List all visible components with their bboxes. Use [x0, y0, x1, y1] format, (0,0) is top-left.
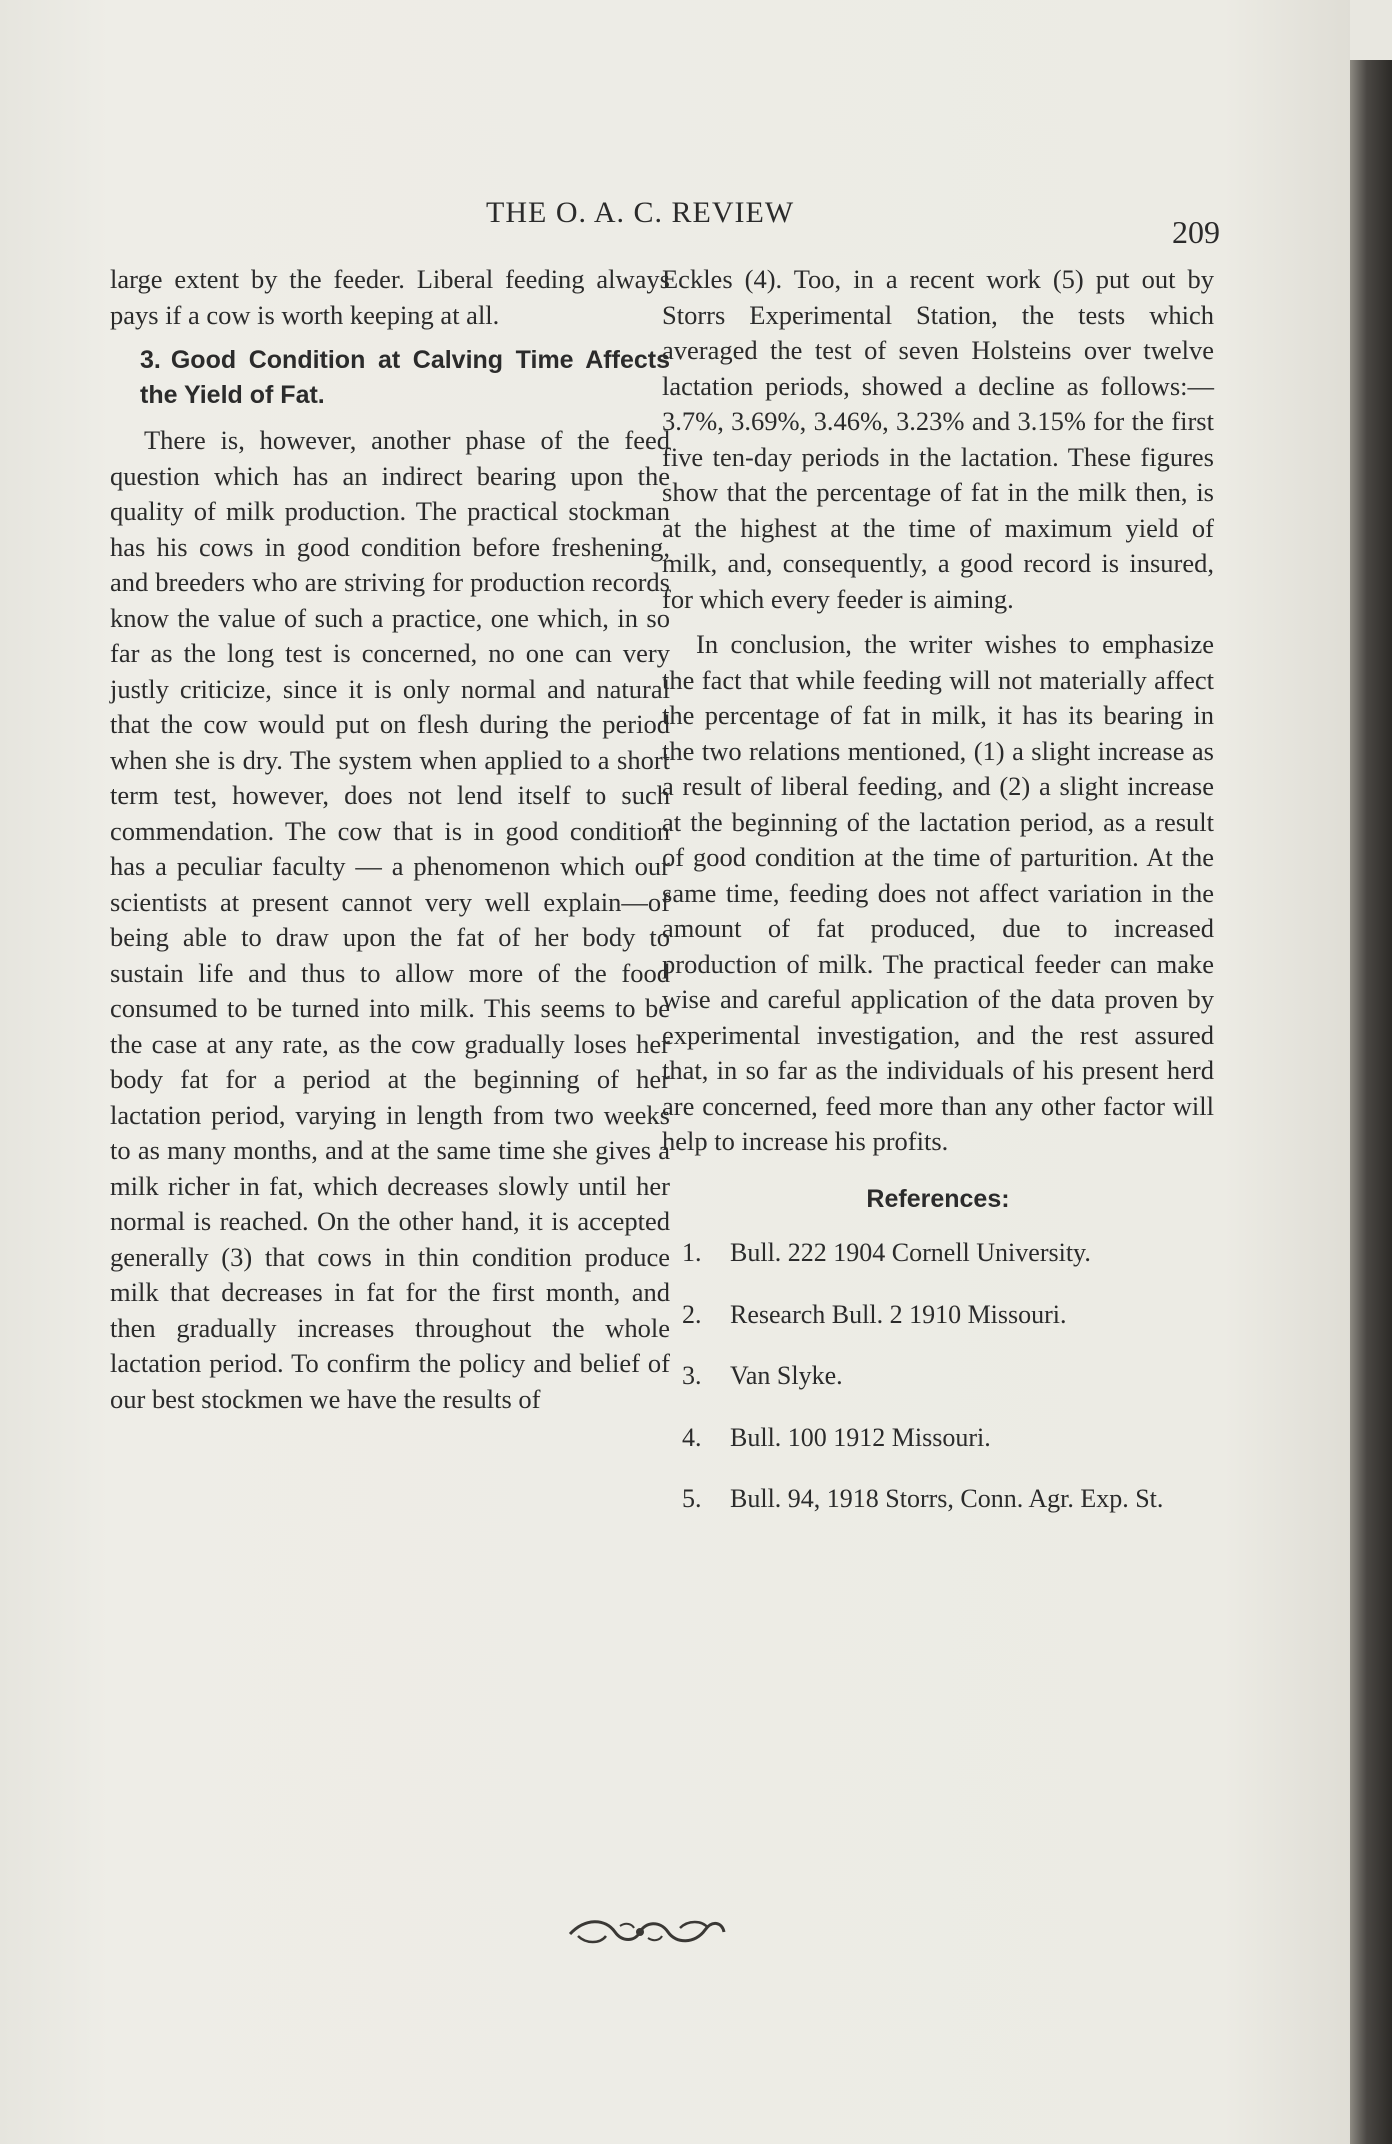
reference-item	[682, 1235, 1214, 1271]
reference-text: Research Bull. 2 1910 Missouri.	[730, 1299, 1067, 1329]
section-heading	[140, 343, 670, 413]
reference-item	[682, 1358, 1214, 1394]
reference-number: 2.	[682, 1299, 702, 1329]
reference-item	[682, 1481, 1214, 1517]
section-heading-text: Good Condition at Calving Time Affects the Yield of Fat.	[140, 346, 670, 409]
reference-item	[682, 1297, 1214, 1333]
book-binding-edge	[1350, 40, 1392, 2144]
page-number: 209	[1172, 214, 1220, 250]
reference-text: Bull. 94, 1918 Storrs, Conn. Agr. Exp. St.	[730, 1484, 1164, 1513]
reference-number: 1.	[682, 1238, 702, 1267]
reference-number: 3.	[682, 1361, 702, 1390]
scroll-ornament-icon	[560, 1912, 730, 1952]
reference-number: 4.	[682, 1422, 702, 1452]
reference-text: Van Slyke.	[730, 1361, 843, 1390]
left-column	[110, 262, 670, 1427]
references-heading: References:	[866, 1184, 1010, 1213]
references-list	[662, 1235, 1214, 1517]
reference-text: Bull. 222 1904 Cornell University.	[730, 1238, 1091, 1267]
reference-number: 5.	[682, 1484, 702, 1513]
paragraph-body: There is, however, another phase of the feed question which has an indirect bearing upon the quality of milk production. The practical stockman has his cows in good condition before freshening, and breeders who are striving for production records know the value of such a practice, one which, in so far as the long test is concerned, no one can very justly criticize, since it is only normal and natural that the cow would put on flesh during the period when she is dry. The system when applied to a short term test, however, does not lend itself to such commendation. The cow that is in good condition has a peculiar faculty — a phenomenon which our scientists at present cannot very well explain—of being able to draw upon the fat of her body to sustain life and thus to allow more of the food consumed to be turned into milk. This seems to be the case at any rate, as the cow gradually loses her body fat for a period at the beginning of her lactation period, varying in length from two weeks to as many months, and at the same time she gives a milk richer in fat, which decreases slowly until her normal is reached. On the other hand, it is accepted generally (3) that cows in thin condition produce milk that decreases in fat for the first month, and then gradually increases throughout the whole lactation period. To confirm the policy and belief of our best stockmen we have the results of	[110, 425, 670, 1414]
binding-top-gap	[1350, 0, 1392, 60]
section-number: 3.	[140, 346, 161, 374]
journal-title: THE O. A. C. REVIEW	[486, 196, 795, 229]
running-header	[0, 196, 1360, 250]
paragraph-conclusion: In conclusion, the writer wishes to emphasize the fact that while feeding will not materially affect the percentage of fat in milk, it has its bearing in the two relations mentioned, (1) a slight increase as a result of liberal feeding, and (2) a slight increase at the beginning of the lactation period, as a result of good condition at the time of parturition. At the same time, feeding does not affect variation in the amount of fat produced, due to increased production of milk. The practical feeder can make wise and careful application of the data proven by experimental investigation, and the rest assured that, in so far as the individuals of his present herd are concerned, feed more than any other factor will help to increase his profits.	[662, 629, 1214, 1156]
paragraph-continued: large extent by the feeder. Liberal feeding always pays if a cow is worth keeping at all.	[110, 264, 670, 330]
paragraph-eckles: Eckles (4). Too, in a recent work (5) put out by Storrs Experimental Station, the tests which averaged the test of seven Holsteins over twelve lactation periods, showed a decline as follows:—3.7%, 3.69%, 3.46%, 3.23% and 3.15% for the first five ten-day periods in the lactation. These figures show that the percentage of fat in the milk then, is at the highest at the time of maximum yield of milk, and, consequently, a good record is insured, for which every feeder is aiming.	[662, 264, 1214, 614]
reference-text: Bull. 100 1912 Missouri.	[730, 1422, 991, 1452]
right-column	[662, 262, 1214, 1543]
reference-item	[682, 1420, 1214, 1456]
